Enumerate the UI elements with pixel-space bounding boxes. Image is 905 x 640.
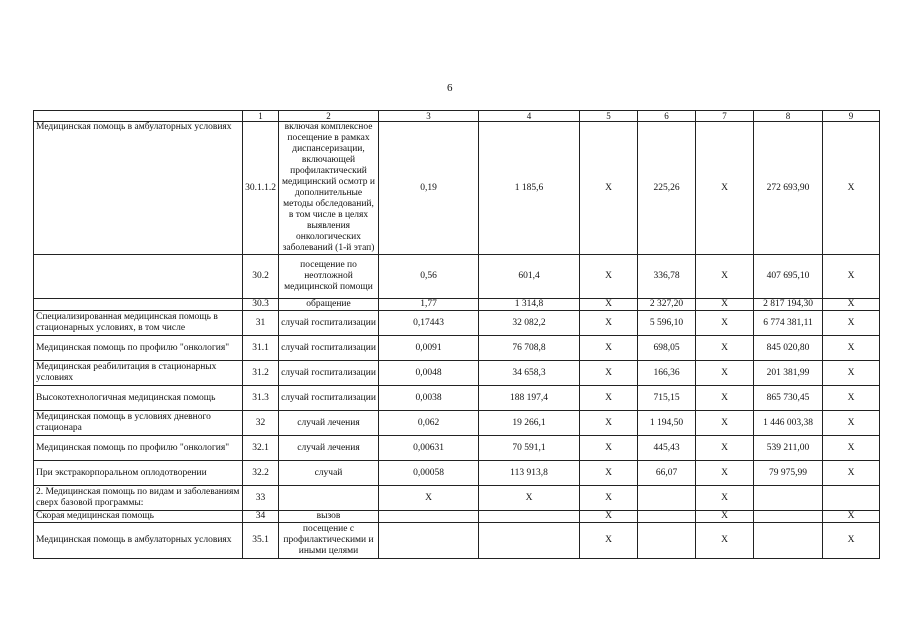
row-code-cell: 30.1.1.2	[243, 122, 279, 255]
row-name-cell: При экстракорпоральном оплодотворении	[34, 461, 243, 486]
col3-cell: 0,0048	[379, 361, 479, 386]
column-header: 1	[243, 111, 279, 122]
row-code-cell: 30.2	[243, 255, 279, 299]
row-name-cell: Высокотехнологичная медицинская помощь	[34, 386, 243, 411]
row-unit-cell: вызов	[279, 511, 379, 523]
col8-cell: 79 975,99	[754, 461, 823, 486]
table-row	[34, 299, 880, 311]
row-code-cell: 32.2	[243, 461, 279, 486]
table-row	[34, 361, 880, 386]
row-unit-cell	[279, 486, 379, 511]
col5-cell: X	[580, 461, 638, 486]
row-name-cell: Скорая медицинская помощь	[34, 511, 243, 523]
col9-cell: X	[823, 386, 880, 411]
col8-cell: 407 695,10	[754, 255, 823, 299]
col7-cell: X	[696, 386, 754, 411]
col9-cell: X	[823, 461, 880, 486]
col5-cell: X	[580, 122, 638, 255]
row-code-cell: 31.2	[243, 361, 279, 386]
col5-cell: X	[580, 523, 638, 559]
col3-cell	[379, 523, 479, 559]
col7-cell: X	[696, 523, 754, 559]
col8-cell: 6 774 381,11	[754, 311, 823, 336]
col8-cell: 201 381,99	[754, 361, 823, 386]
col9-cell: X	[823, 336, 880, 361]
col6-cell	[638, 511, 696, 523]
col9-cell	[823, 486, 880, 511]
table-row	[34, 461, 880, 486]
row-unit-cell: случай госпитализации	[279, 311, 379, 336]
table-row	[34, 511, 880, 523]
col9-cell: X	[823, 411, 880, 436]
column-header: 3	[379, 111, 479, 122]
col8-cell: 845 020,80	[754, 336, 823, 361]
col8-cell: 539 211,00	[754, 436, 823, 461]
row-code-cell: 32.1	[243, 436, 279, 461]
col4-cell	[479, 523, 580, 559]
col3-cell: 0,0091	[379, 336, 479, 361]
table-row	[34, 336, 880, 361]
row-code-cell: 32	[243, 411, 279, 436]
header-row	[34, 111, 880, 122]
column-header: 8	[754, 111, 823, 122]
header-empty-cell	[34, 111, 243, 122]
table-row	[34, 122, 880, 255]
row-code-cell: 31.1	[243, 336, 279, 361]
col5-cell: X	[580, 511, 638, 523]
row-unit-cell: случай	[279, 461, 379, 486]
col3-cell: 0,0038	[379, 386, 479, 411]
col6-cell: 698,05	[638, 336, 696, 361]
col5-cell: X	[580, 411, 638, 436]
row-name-cell: Медицинская помощь по профилю "онкология"	[34, 336, 243, 361]
row-name-cell: Медицинская помощь в амбулаторных условиях	[34, 122, 243, 255]
col5-cell: X	[580, 299, 638, 311]
row-code-cell: 31.3	[243, 386, 279, 411]
col4-cell: 188 197,4	[479, 386, 580, 411]
col3-cell: 0,00631	[379, 436, 479, 461]
col8-cell	[754, 486, 823, 511]
col4-cell: 70 591,1	[479, 436, 580, 461]
col6-cell: 166,36	[638, 361, 696, 386]
col9-cell: X	[823, 511, 880, 523]
row-unit-cell: случай лечения	[279, 436, 379, 461]
col7-cell: X	[696, 411, 754, 436]
col7-cell: X	[696, 336, 754, 361]
data-table	[33, 110, 880, 559]
row-unit-cell: обращение	[279, 299, 379, 311]
column-header: 7	[696, 111, 754, 122]
col4-cell	[479, 511, 580, 523]
row-unit-cell: посещение по неотложной медицинской помощи	[279, 255, 379, 299]
table-row	[34, 255, 880, 299]
col8-cell: 2 817 194,30	[754, 299, 823, 311]
row-name-cell: Специализированная медицинская помощь в стационарных условиях, в том числе	[34, 311, 243, 336]
col4-cell: 601,4	[479, 255, 580, 299]
row-code-cell: 30.3	[243, 299, 279, 311]
table-row	[34, 311, 880, 336]
table-row	[34, 386, 880, 411]
col8-cell: 1 446 003,38	[754, 411, 823, 436]
col9-cell: X	[823, 311, 880, 336]
col5-cell: X	[580, 486, 638, 511]
col7-cell: X	[696, 122, 754, 255]
col3-cell: X	[379, 486, 479, 511]
col9-cell: X	[823, 436, 880, 461]
col6-cell: 225,26	[638, 122, 696, 255]
col7-cell: X	[696, 299, 754, 311]
col5-cell: X	[580, 255, 638, 299]
column-header: 2	[279, 111, 379, 122]
table-row	[34, 486, 880, 511]
row-name-cell	[34, 299, 243, 311]
col4-cell: 1 314,8	[479, 299, 580, 311]
row-unit-cell: случай госпитализации	[279, 386, 379, 411]
row-code-cell: 35.1	[243, 523, 279, 559]
col6-cell: 66,07	[638, 461, 696, 486]
row-unit-cell: случай госпитализации	[279, 361, 379, 386]
col4-cell: 113 913,8	[479, 461, 580, 486]
table-row	[34, 523, 880, 559]
page-number: 6	[447, 82, 453, 94]
col7-cell: X	[696, 486, 754, 511]
col4-cell: 1 185,6	[479, 122, 580, 255]
table-row	[34, 411, 880, 436]
col9-cell: X	[823, 299, 880, 311]
col6-cell: 445,43	[638, 436, 696, 461]
col5-cell: X	[580, 311, 638, 336]
col6-cell: 715,15	[638, 386, 696, 411]
col9-cell: X	[823, 361, 880, 386]
col7-cell: X	[696, 436, 754, 461]
col3-cell	[379, 511, 479, 523]
col7-cell: X	[696, 511, 754, 523]
col3-cell: 0,17443	[379, 311, 479, 336]
row-name-cell: Медицинская помощь в условиях дневного стационара	[34, 411, 243, 436]
row-code-cell: 31	[243, 311, 279, 336]
col8-cell: 272 693,90	[754, 122, 823, 255]
col4-cell: 19 266,1	[479, 411, 580, 436]
table-body	[34, 122, 880, 559]
row-name-cell: Медицинская помощь в амбулаторных условиях	[34, 523, 243, 559]
col3-cell: 0,56	[379, 255, 479, 299]
row-name-cell	[34, 255, 243, 299]
col8-cell: 865 730,45	[754, 386, 823, 411]
col9-cell: X	[823, 255, 880, 299]
col3-cell: 0,00058	[379, 461, 479, 486]
column-header: 6	[638, 111, 696, 122]
col4-cell: 34 658,3	[479, 361, 580, 386]
col4-cell: X	[479, 486, 580, 511]
col8-cell	[754, 511, 823, 523]
col3-cell: 0,062	[379, 411, 479, 436]
col6-cell	[638, 523, 696, 559]
col5-cell: X	[580, 386, 638, 411]
col6-cell: 5 596,10	[638, 311, 696, 336]
column-header: 5	[580, 111, 638, 122]
row-name-cell: 2. Медицинская помощь по видам и заболеваниям сверх базовой программы:	[34, 486, 243, 511]
col6-cell: 336,78	[638, 255, 696, 299]
row-unit-cell: случай лечения	[279, 411, 379, 436]
col7-cell: X	[696, 461, 754, 486]
col3-cell: 0,19	[379, 122, 479, 255]
col7-cell: X	[696, 255, 754, 299]
column-header: 9	[823, 111, 880, 122]
col7-cell: X	[696, 311, 754, 336]
col9-cell: X	[823, 122, 880, 255]
row-unit-cell: случай госпитализации	[279, 336, 379, 361]
row-name-cell: Медицинская реабилитация в стационарных условиях	[34, 361, 243, 386]
col5-cell: X	[580, 361, 638, 386]
col6-cell: 2 327,20	[638, 299, 696, 311]
col4-cell: 32 082,2	[479, 311, 580, 336]
row-code-cell: 33	[243, 486, 279, 511]
col9-cell: X	[823, 523, 880, 559]
table-row	[34, 436, 880, 461]
row-unit-cell: посещение с профилактическими и иными целями	[279, 523, 379, 559]
col3-cell: 1,77	[379, 299, 479, 311]
col5-cell: X	[580, 336, 638, 361]
col7-cell: X	[696, 361, 754, 386]
row-code-cell: 34	[243, 511, 279, 523]
row-unit-cell: включая комплексное посещение в рамках диспансеризации, включающей профилактический медицинский осмотр и дополнительные методы обследований, в том числе в целях выявления онкологических заболеваний (1-й этап)	[279, 122, 379, 255]
row-name-cell: Медицинская помощь по профилю "онкология"	[34, 436, 243, 461]
col4-cell: 76 708,8	[479, 336, 580, 361]
col6-cell	[638, 486, 696, 511]
column-header: 4	[479, 111, 580, 122]
col6-cell: 1 194,50	[638, 411, 696, 436]
col5-cell: X	[580, 436, 638, 461]
col8-cell	[754, 523, 823, 559]
